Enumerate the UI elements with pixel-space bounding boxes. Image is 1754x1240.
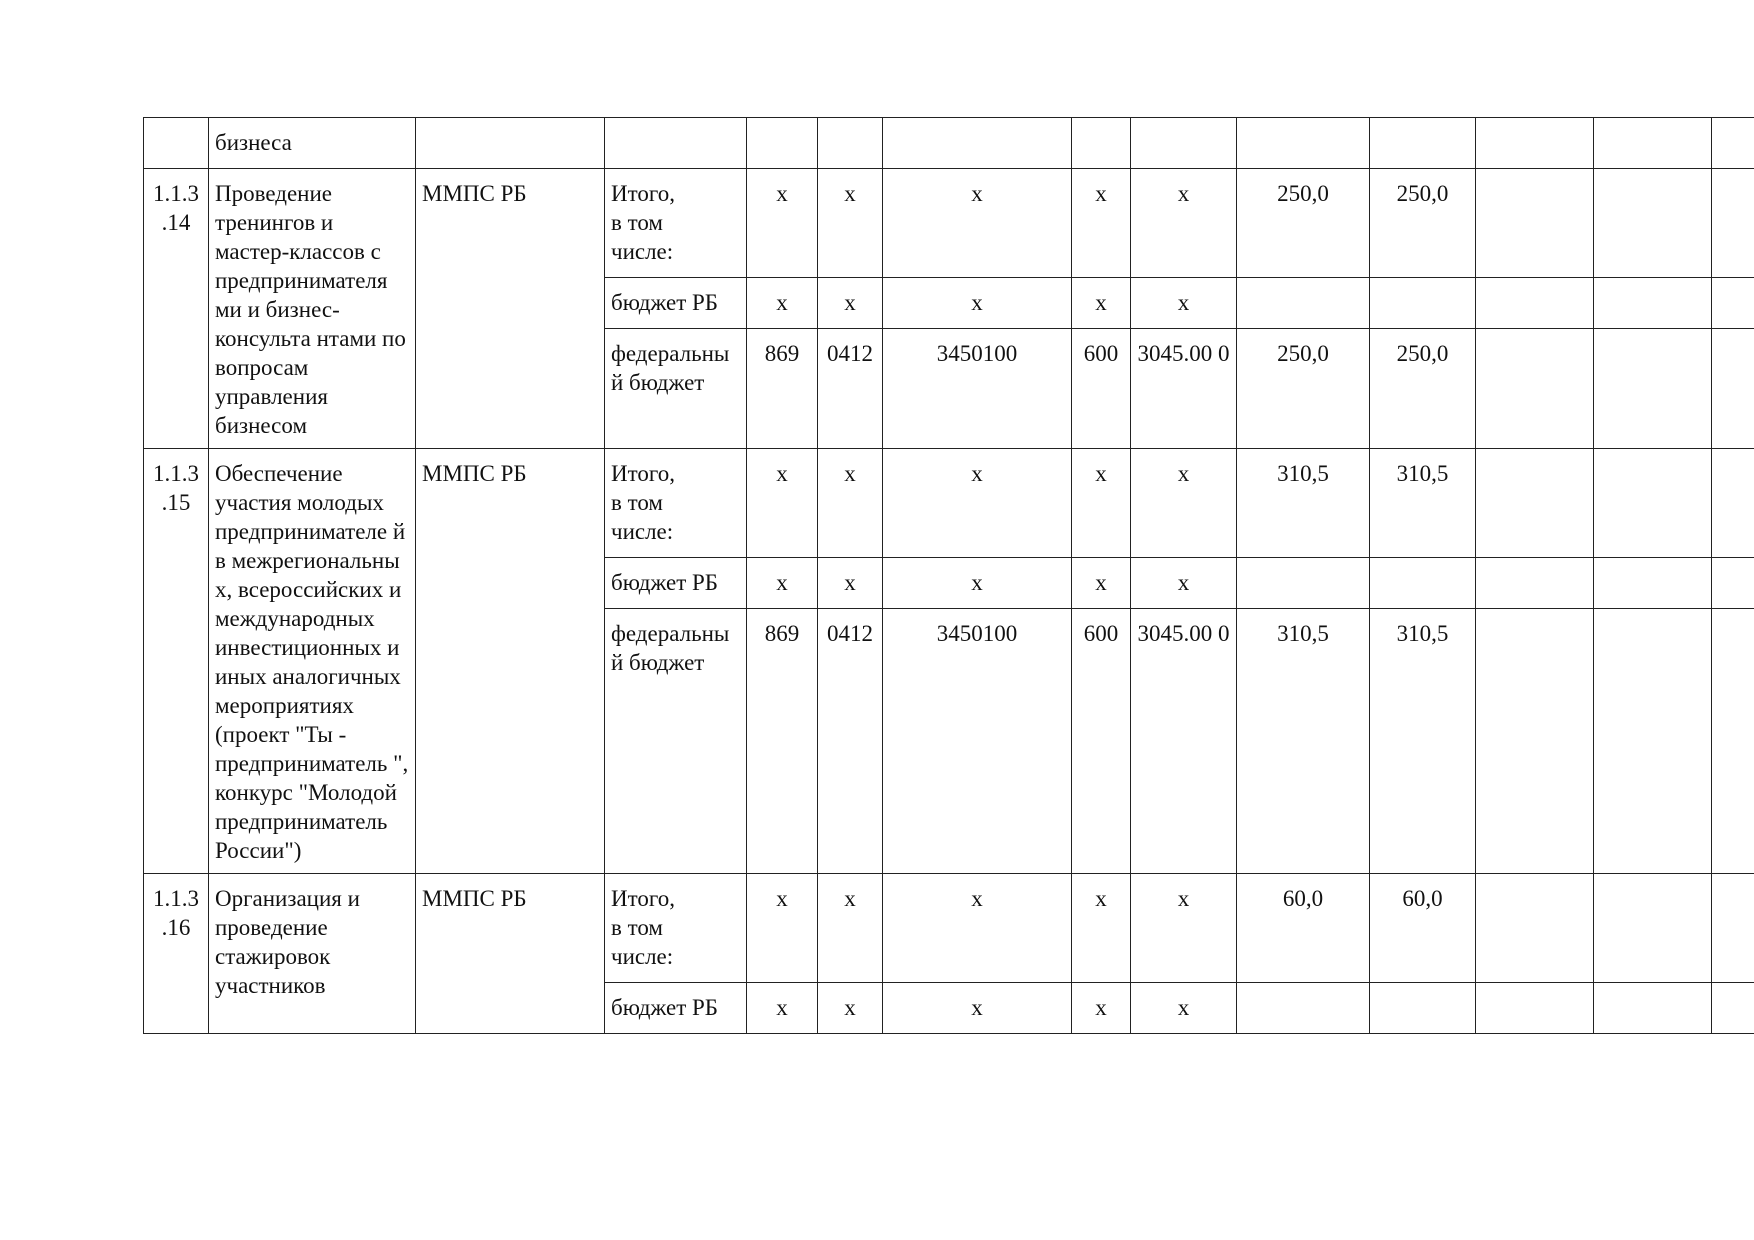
total-cell xyxy=(1237,278,1370,329)
csr-cell: 3450100 xyxy=(883,609,1072,874)
year2-cell xyxy=(1476,118,1594,169)
year4-cell xyxy=(1712,278,1754,329)
year4-cell xyxy=(1712,118,1754,169)
source-cell xyxy=(605,118,747,169)
year2-cell xyxy=(1476,874,1594,983)
kosgu-cell: х xyxy=(1131,449,1237,558)
total-cell: 310,5 xyxy=(1237,609,1370,874)
number-cell xyxy=(144,118,209,169)
grbs-cell: 869 xyxy=(747,329,818,449)
executor-cell: ММПС РБ xyxy=(416,449,605,874)
year2-cell xyxy=(1476,449,1594,558)
table-row xyxy=(144,169,1754,278)
year1-cell xyxy=(1370,118,1476,169)
year2-cell xyxy=(1476,609,1594,874)
vr-cell: х xyxy=(1072,169,1131,278)
funding-source-cell: федеральны й бюджет xyxy=(605,609,747,874)
executor-cell xyxy=(416,118,605,169)
vr-cell: х xyxy=(1072,278,1131,329)
total-cell: 60,0 xyxy=(1237,874,1370,983)
year3-cell xyxy=(1594,874,1712,983)
vr-cell: х xyxy=(1072,874,1131,983)
year3-cell xyxy=(1594,609,1712,874)
name-cell: бизнеса xyxy=(209,118,416,169)
item-name-cell: Обеспечение участия молодых предпринимателе й в межрегиональны х, всероссийских и международных инвестиционных и иных аналогичных мероприятиях (проект "Ты - предприниматель ", конкурс "Молодой предприниматель России") xyxy=(209,449,416,874)
csr-cell: х xyxy=(883,278,1072,329)
total-cell xyxy=(1237,118,1370,169)
csr-cell xyxy=(883,118,1072,169)
kosgu-cell: 3045.00 0 xyxy=(1131,609,1237,874)
year1-cell: 60,0 xyxy=(1370,874,1476,983)
year4-cell xyxy=(1712,449,1754,558)
kosgu-cell: х xyxy=(1131,558,1237,609)
rz-cell xyxy=(818,118,883,169)
year3-cell xyxy=(1594,118,1712,169)
rz-cell: х xyxy=(818,983,883,1034)
kosgu-cell: х xyxy=(1131,874,1237,983)
csr-cell: х xyxy=(883,983,1072,1034)
grbs-cell: 869 xyxy=(747,609,818,874)
rz-cell: х xyxy=(818,449,883,558)
budget-table xyxy=(143,117,1754,1034)
continuation-row xyxy=(144,118,1754,169)
total-cell: 250,0 xyxy=(1237,169,1370,278)
year1-cell: 310,5 xyxy=(1370,609,1476,874)
vr-cell: х xyxy=(1072,449,1131,558)
item-name-cell: Проведение тренингов и мастер-классов с предпринимателя ми и бизнес-консульта нтами по вопросам управления бизнесом xyxy=(209,169,416,449)
funding-source-cell: Итого, в том числе: xyxy=(605,169,747,278)
total-cell: 250,0 xyxy=(1237,329,1370,449)
rz-cell: 0412 xyxy=(818,609,883,874)
year1-cell xyxy=(1370,278,1476,329)
grbs-cell: х xyxy=(747,874,818,983)
funding-source-cell: бюджет РБ xyxy=(605,558,747,609)
vr-cell: 600 xyxy=(1072,609,1131,874)
funding-source-cell: Итого, в том числе: xyxy=(605,874,747,983)
year3-cell xyxy=(1594,169,1712,278)
rz-cell: х xyxy=(818,558,883,609)
vr-cell xyxy=(1072,118,1131,169)
executor-cell: ММПС РБ xyxy=(416,169,605,449)
year4-cell xyxy=(1712,169,1754,278)
year1-cell: 250,0 xyxy=(1370,169,1476,278)
vr-cell: 600 xyxy=(1072,329,1131,449)
item-number-cell: 1.1.3 .15 xyxy=(144,449,209,874)
year4-cell xyxy=(1712,983,1754,1034)
funding-source-cell: федеральны й бюджет xyxy=(605,329,747,449)
kosgu-cell: х xyxy=(1131,278,1237,329)
year3-cell xyxy=(1594,983,1712,1034)
csr-cell: х xyxy=(883,169,1072,278)
item-number-cell: 1.1.3 .16 xyxy=(144,874,209,1034)
funding-source-cell: Итого, в том числе: xyxy=(605,449,747,558)
rz-cell: х xyxy=(818,278,883,329)
year2-cell xyxy=(1476,983,1594,1034)
year2-cell xyxy=(1476,278,1594,329)
kosgu-cell: х xyxy=(1131,983,1237,1034)
vr-cell: х xyxy=(1072,558,1131,609)
total-cell: 310,5 xyxy=(1237,449,1370,558)
year4-cell xyxy=(1712,609,1754,874)
year4-cell xyxy=(1712,874,1754,983)
funding-source-cell: бюджет РБ xyxy=(605,278,747,329)
table-row xyxy=(144,874,1754,983)
rz-cell: 0412 xyxy=(818,329,883,449)
kosgu-cell xyxy=(1131,118,1237,169)
kosgu-cell: 3045.00 0 xyxy=(1131,329,1237,449)
item-name-cell: Организация и проведение стажировок участников xyxy=(209,874,416,1034)
grbs-cell: х xyxy=(747,558,818,609)
year4-cell xyxy=(1712,329,1754,449)
funding-source-cell: бюджет РБ xyxy=(605,983,747,1034)
year2-cell xyxy=(1476,558,1594,609)
grbs-cell xyxy=(747,118,818,169)
year1-cell xyxy=(1370,983,1476,1034)
csr-cell: х xyxy=(883,449,1072,558)
grbs-cell: х xyxy=(747,278,818,329)
year4-cell xyxy=(1712,558,1754,609)
total-cell xyxy=(1237,558,1370,609)
vr-cell: х xyxy=(1072,983,1131,1034)
year2-cell xyxy=(1476,169,1594,278)
csr-cell: 3450100 xyxy=(883,329,1072,449)
table-body xyxy=(144,118,1754,1034)
total-cell xyxy=(1237,983,1370,1034)
grbs-cell: х xyxy=(747,169,818,278)
csr-cell: х xyxy=(883,558,1072,609)
rz-cell: х xyxy=(818,874,883,983)
executor-cell: ММПС РБ xyxy=(416,874,605,1034)
table-row xyxy=(144,449,1754,558)
rz-cell: х xyxy=(818,169,883,278)
year1-cell xyxy=(1370,558,1476,609)
year3-cell xyxy=(1594,558,1712,609)
year3-cell xyxy=(1594,329,1712,449)
kosgu-cell: х xyxy=(1131,169,1237,278)
year3-cell xyxy=(1594,449,1712,558)
year3-cell xyxy=(1594,278,1712,329)
csr-cell: х xyxy=(883,874,1072,983)
grbs-cell: х xyxy=(747,449,818,558)
year1-cell: 250,0 xyxy=(1370,329,1476,449)
item-number-cell: 1.1.3 .14 xyxy=(144,169,209,449)
grbs-cell: х xyxy=(747,983,818,1034)
year2-cell xyxy=(1476,329,1594,449)
year1-cell: 310,5 xyxy=(1370,449,1476,558)
